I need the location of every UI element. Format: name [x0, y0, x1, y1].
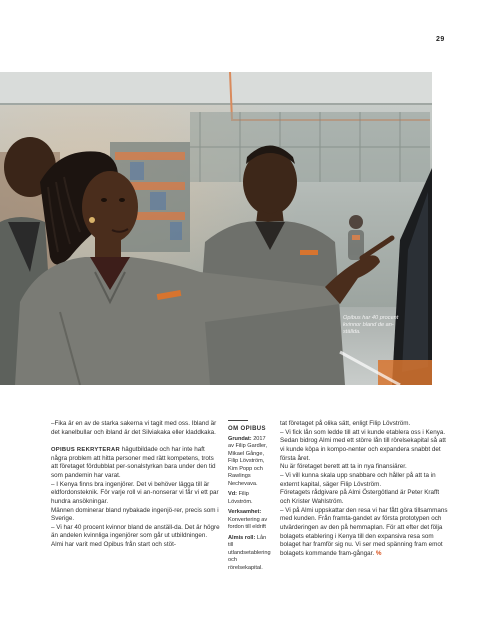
paragraph — [280, 507, 450, 559]
factbox-title: OM OPIBUS — [228, 426, 266, 432]
paragraph: Företagets rådgivare på Almi Östergötland är Peter Krafft och Krister Wahlström. — [280, 489, 440, 505]
paragraph: Almi har varit med Opibus från start och stöt- — [51, 541, 176, 549]
factbox-ceo — [228, 491, 273, 506]
end-mark-icon: % — [375, 549, 382, 557]
factbox-business-label: Verksamhet: — [228, 509, 262, 515]
factbox-ceo-value: Filip Lövström. — [228, 491, 253, 505]
photo-caption: Opibus har 40 procent kvinnor bland de an-ställda. — [343, 315, 399, 335]
factbox-ceo-label: Vd: — [228, 491, 238, 497]
article-photo — [0, 72, 432, 385]
factbox — [228, 420, 273, 575]
paragraph-text: – Vi på Almi uppskattar den resa vi har fått göra tillsammans med kunden. Från framta-gandet av första prototypen och utvärderingen av den på hemmaplan. För att efter det följa bolagets etablering i Kenya till den expansiva resa som bolaget har framför sig nu. Vi ser med spänning fram emot bolagets kommande fram-gångar. — [280, 506, 448, 557]
paragraph: tat företaget på olika sätt, enligt Filip Lövström. — [280, 420, 411, 427]
paragraph: –Fika är en av de starka sakerna vi tagit med oss. Ibland är det kanelbullar och ibland är det Silviakaka eller kladdkaka. — [51, 420, 217, 436]
article-column-right — [280, 420, 450, 559]
factbox-almi-value: Lån till utlandsetablering och rörelsekapital. — [228, 534, 271, 571]
paragraph: – Vi fick lån som ledde till att vi kunde etablera oss i Kenya. Sedan bidrog Almi med ett större lån till rörelsekapital så att vi kunde köpa in kompo-nenter och expandera snabbt det första året. — [280, 428, 446, 462]
paragraph: – Vi har 40 procent kvinnor bland de anställ-da. Det är högre än andelen kvinnliga ingenjörer som går ut utbildningen. — [51, 523, 220, 540]
page-number: 29 — [436, 36, 445, 43]
article-column-left — [51, 420, 221, 550]
factbox-almi-label: Almis roll: — [228, 534, 256, 541]
factbox-founded-label: Grundat: — [228, 435, 252, 442]
factbox-rule — [228, 420, 248, 421]
section-lead-caps: OPIBUS REKRYTERAR — [51, 446, 120, 453]
paragraph-text: hägutbildade och har inte haft några problem att hitta personer med rätt kompetens, trots att företaget fördubblat per-sonalstyrkan bara under den tid som pandemin har varat. — [51, 445, 216, 479]
paragraph-gap — [51, 437, 221, 446]
paragraph: Nu är företaget berett att ta in nya finansiärer. — [280, 463, 407, 471]
factbox-almi — [228, 535, 273, 573]
paragraph: – I Kenya finns bra ingenjörer. Det vi behöver lägga till är eldfordonsteknik. För varje roll vi an-nonserar vi får vi ett par hundra ansökningar. — [51, 480, 219, 505]
factbox-business — [228, 509, 273, 532]
paragraph: Männen dominerar bland nybakade ingenjö-rer, precis som i Sverige. — [51, 506, 219, 523]
factbox-founded-value: 2017 av Filip Gardler, Mikael Gånge, Filip Lövström, Kim Popp och Rawlings Nechevava. — [228, 435, 268, 487]
paragraph: – Vi vill kunna skala upp snabbare och håller på att ta in externt kapital, säger Filip Lövström. — [280, 471, 436, 488]
paragraph — [51, 446, 221, 481]
factbox-business-value: Konvertering av fordon till eldrift — [228, 516, 268, 530]
factbox-founded — [228, 436, 273, 489]
